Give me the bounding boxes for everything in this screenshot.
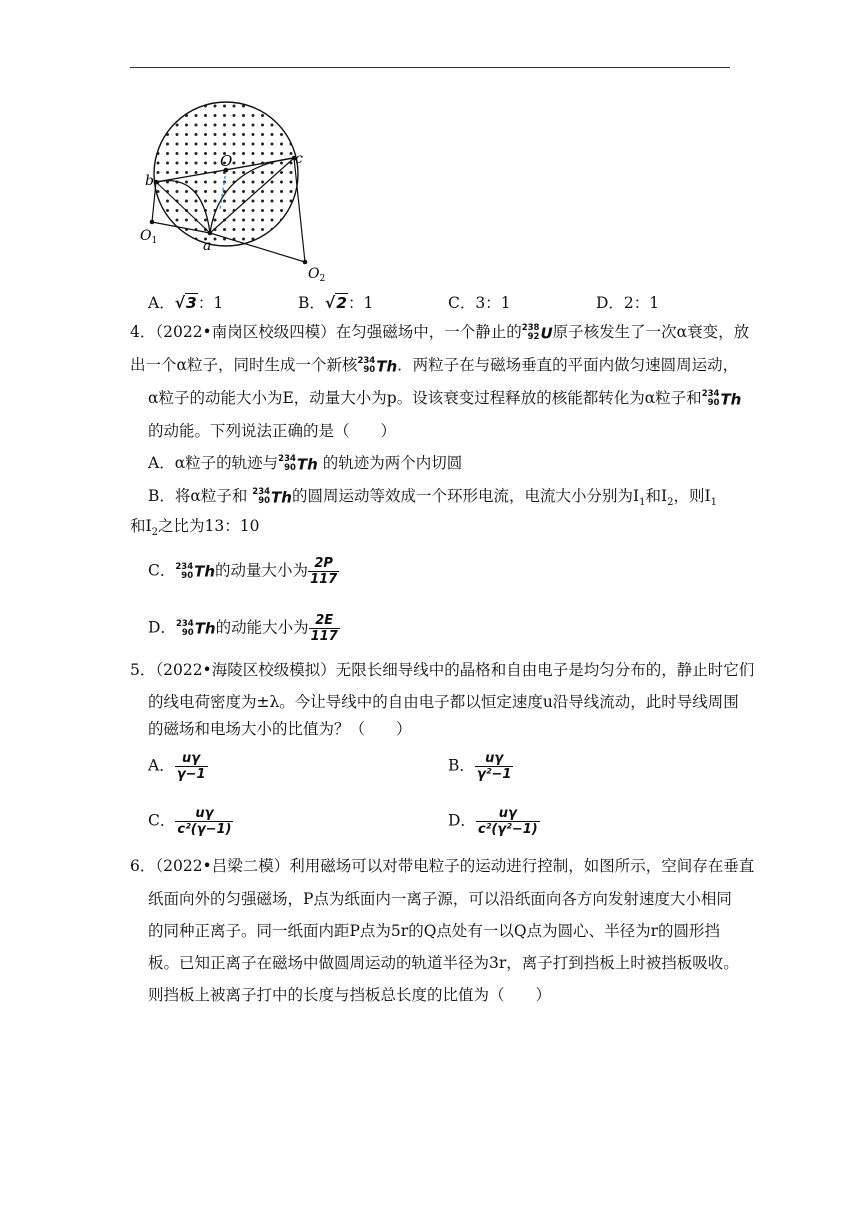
point-O2 [303,260,308,265]
field-dot [166,228,169,231]
field-dot [214,181,217,184]
field-dot [185,133,188,136]
field-dot [214,124,217,127]
field-dot [290,238,293,241]
label-c: c [295,151,303,167]
fraction: $\frac{2P}{117}$ [310,556,338,587]
field-dot [290,124,293,127]
field-dot [261,228,264,231]
field-dot [290,219,293,222]
field-dot [280,209,283,212]
field-dot [195,209,198,212]
q4-line-1: 4．（2022•南岗区校级四模）在匀强磁场中，一个静止的 238 92 U原子核发生了一次α衰变，放 [130,323,750,343]
field-dot [166,105,169,108]
q4-option-b[interactable]: B．将α粒子和 234 90 Th的圆周运动等效成一个环形电流，电流大小分别为$I_1$和$I_2$，则$I_1$ [148,487,717,509]
field-dot [185,171,188,174]
field-dot [252,114,255,117]
field-dot [261,152,264,155]
field-dot [214,190,217,193]
label-O1: $O_1$ [140,228,158,246]
label-b: b [145,173,154,189]
field-dot [290,133,293,136]
q5-option-d[interactable]: D． $\frac{u\gamma}{\text{c²(γ²−1)}}$ [448,806,538,837]
thorium-nuclide: 234 90 Th [357,356,398,376]
field-dot [252,171,255,174]
field-dot [195,124,198,127]
field-dot [280,171,283,174]
field-dot [261,209,264,212]
field-dot [157,162,160,165]
field-dot [157,105,160,108]
field-dot [195,133,198,136]
field-dot [223,228,226,231]
field-dot [223,209,226,212]
field-dot [204,114,207,117]
field-dot [252,162,255,165]
field-dot [271,105,274,108]
field-dot [271,124,274,127]
q4-option-a[interactable]: A．α粒子的轨迹与 234 90 Th 的轨迹为两个内切圆 [148,454,463,474]
field-dot [242,209,245,212]
field-dot [157,228,160,231]
field-dot [176,114,179,117]
field-dot [195,200,198,203]
field-dot [204,124,207,127]
q6-line-5: 则挡板上被离子打中的长度与挡板总长度的比值为（ ） [148,986,552,1004]
radius-O1a [152,222,210,233]
field-dot [176,190,179,193]
magnetic-field-figure [140,92,340,282]
field-dot [271,190,274,193]
field-dot [252,219,255,222]
q4-option-b-cont: 和$I_2$之比为13：10 [130,517,260,539]
fraction: $\frac{2E}{117}$ [310,613,338,644]
field-dot [280,181,283,184]
field-dot [223,143,226,146]
field-dot [176,209,179,212]
sqrt-icon: √3 [174,294,197,312]
field-dot [176,162,179,165]
q6-line-4: 板。已知正离子在磁场中做圆周运动的轨道半径为3r，离子打到挡板上时被挡板吸收。 [148,954,739,972]
field-dot [223,124,226,127]
field-dot [271,143,274,146]
fraction: $\frac{u\gamma}{\gamma-1}$ [176,751,206,782]
q3-option-b[interactable]: B．√2：1 [298,294,374,312]
field-dot [166,114,169,117]
field-dot [290,105,293,108]
field-dot [261,143,264,146]
field-dot [166,152,169,155]
field-dot [214,238,217,241]
field-dot [280,228,283,231]
field-dot [242,124,245,127]
q6-line-2: 纸面向外的匀强磁场，P点为纸面内一离子源，可以沿纸面向各方向发射速度大小相同 [148,890,732,908]
field-dot [176,238,179,241]
field-dot [280,190,283,193]
field-dot [166,171,169,174]
field-dot [214,114,217,117]
field-dot [242,238,245,241]
field-dot [242,152,245,155]
field-dot [261,181,264,184]
field-dot [176,219,179,222]
field-dot [214,105,217,108]
field-dot [176,143,179,146]
q3-option-a[interactable]: A．√3：1 [148,294,224,312]
q4-line-3: α粒子的动能大小为E，动量大小为p。设该衰变过程释放的核能都转化为α粒子和 234 90 Th [148,389,742,409]
field-dot [233,105,236,108]
field-dot [195,171,198,174]
field-dot [166,124,169,127]
label-O: O [220,152,233,170]
field-dot [157,209,160,212]
field-dot [223,105,226,108]
field-dot [185,190,188,193]
field-dot [271,114,274,117]
field-dot [214,143,217,146]
field-dot [195,105,198,108]
field-dot [195,181,198,184]
field-dot [271,171,274,174]
thorium-nuclide: 234 90 Th [175,561,216,581]
q5-line-2: 的线电荷密度为±λ。今让导线中的自由电子都以恒定速度u沿导线流动，此时导线周围 [148,693,739,711]
field-dot [290,209,293,212]
field-dot [233,143,236,146]
field-dot [185,152,188,155]
field-dot [204,133,207,136]
field-dot [157,133,160,136]
field-dot [280,152,283,155]
field-dot [280,200,283,203]
field-dot [185,181,188,184]
fraction: $\frac{u\gamma}{\text{γ²−1}}$ [476,751,512,782]
q5-line-1: 5．（2022•海陵区校级模拟）无限长细导线中的晶格和自由电子是均匀分布的，静止时它们 [130,661,755,679]
field-dot [242,114,245,117]
field-dot [233,190,236,193]
field-dot [242,181,245,184]
field-dot [157,124,160,127]
thorium-nuclide: 234 90 Th [278,454,318,474]
field-dot [166,209,169,212]
field-dot [233,162,236,165]
field-dot [261,219,264,222]
field-dot [223,200,226,203]
q3-option-d[interactable]: D．2：1 [596,294,660,312]
radius-O2a [210,233,305,262]
field-dot [290,152,293,155]
point-O1 [150,220,155,225]
field-dot [290,114,293,117]
field-dot [214,162,217,165]
field-dot [204,162,207,165]
field-dot [271,133,274,136]
chord-ba [156,182,210,233]
field-dot [252,152,255,155]
field-dot [176,171,179,174]
field-dot [176,152,179,155]
thorium-nuclide: 234 90 Th [175,618,216,638]
field-dot [195,114,198,117]
field-dot [223,133,226,136]
field-dot [204,219,207,222]
point-b [154,180,159,185]
label-O2: $O_2$ [308,266,326,282]
field-dot [157,171,160,174]
sqrt-icon: √2 [324,294,348,312]
field-dot [214,200,217,203]
q5-line-3: 的磁场和电场大小的比值为？（ ） [148,720,412,738]
field-dot [242,133,245,136]
field-dot [290,171,293,174]
fraction: $\frac{u\gamma}{\text{c²(γ−1)}}$ [177,806,232,837]
field-dot [195,162,198,165]
field-dot [166,143,169,146]
thorium-nuclide: 234 90 Th [701,389,742,409]
field-dot [261,238,264,241]
field-dot [261,133,264,136]
field-dot [233,114,236,117]
field-dot [242,219,245,222]
label-a: a [203,238,212,254]
field-dot [280,238,283,241]
header-rule [130,67,730,68]
field-dot [252,133,255,136]
field-dot [176,133,179,136]
field-dot [261,200,264,203]
field-dot [242,143,245,146]
field-dot [185,124,188,127]
field-dot [233,200,236,203]
field-dot [185,219,188,222]
field-dot [166,200,169,203]
field-dot [233,152,236,155]
field-dot [252,190,255,193]
field-dot [185,200,188,203]
field-dot [233,171,236,174]
field-dot [261,124,264,127]
field-dot [176,105,179,108]
point-a [208,231,213,236]
q6-line-3: 的同种正离子。同一纸面内距P点为5r的Q点处有一以Q点为圆心、半径为r的圆形挡 [148,922,721,940]
field-dot [280,114,283,117]
field-dot [233,133,236,136]
center-dashed-line [220,170,226,210]
field-dot [271,238,274,241]
field-dot [271,152,274,155]
thorium-nuclide: 234 90 Th [252,487,292,507]
field-dot [157,143,160,146]
field-dot [271,181,274,184]
field-dot [157,114,160,117]
q6-line-1: 6．（2022•吕梁二模）利用磁场可以对带电粒子的运动进行控制，如图所示，空间存在垂直 [130,857,755,875]
field-dot [204,181,207,184]
field-dot [252,200,255,203]
q5-option-b[interactable]: B． $\frac{u\gamma}{\text{γ²−1}}$ [448,751,512,782]
uranium-nuclide: 238 92 U [521,323,553,343]
field-dot [290,181,293,184]
field-dot [261,105,264,108]
fraction: $\frac{u\gamma}{\text{c²(γ²−1)}}$ [477,806,538,837]
field-dot [204,200,207,203]
field-dot [261,171,264,174]
field-dot [195,152,198,155]
field-dot [261,114,264,117]
field-dot [242,162,245,165]
field-dot [271,200,274,203]
field-dot [176,124,179,127]
field-dot [157,219,160,222]
q5-option-a[interactable]: A． $\frac{u\gamma}{\gamma-1}$ [148,751,206,782]
field-dot [271,209,274,212]
field-dot [166,219,169,222]
field-dot [252,228,255,231]
field-dot [252,124,255,127]
field-dot [185,105,188,108]
field-dot [185,238,188,241]
radius-O2c [294,158,305,262]
field-dot [290,190,293,193]
field-dot [204,152,207,155]
field-dot [204,190,207,193]
q4-line-4: 的动能。下列说法正确的是（ ） [148,422,397,440]
field-dot [233,124,236,127]
field-dot [214,152,217,155]
field-dot [242,190,245,193]
field-dot [233,228,236,231]
field-dot [280,133,283,136]
field-dot [204,143,207,146]
circle-field-diagram [140,92,340,282]
field-dot [214,219,217,222]
field-dot [252,209,255,212]
field-dot [280,162,283,165]
field-dot [185,162,188,165]
field-dot [252,143,255,146]
field-dot [185,143,188,146]
field-dot [242,171,245,174]
field-dot [166,238,169,241]
field-dot [271,219,274,222]
q5-option-c[interactable]: C． $\frac{u\gamma}{\text{c²(γ−1)}}$ [148,806,232,837]
field-dot [252,181,255,184]
field-dot [223,114,226,117]
field-dot [195,143,198,146]
field-dot [214,133,217,136]
q4-option-d[interactable]: D． 234 90 Th的动能大小为 $\frac{2E}{117}$ [148,613,338,644]
q4-line-2: 出一个α粒子，同时生成一个新核 234 90 Th．两粒子在与磁场垂直的平面内做匀速圆周运动， [130,356,739,376]
field-dot [280,143,283,146]
field-dot [261,190,264,193]
q3-option-c[interactable]: C．3：1 [448,294,511,312]
field-dot [233,219,236,222]
field-dot [242,228,245,231]
field-dot [290,228,293,231]
field-dot [280,105,283,108]
q4-option-c[interactable]: C． 234 90 Th的动量大小为 $\frac{2P}{117}$ [148,556,338,587]
field-dot [166,162,169,165]
